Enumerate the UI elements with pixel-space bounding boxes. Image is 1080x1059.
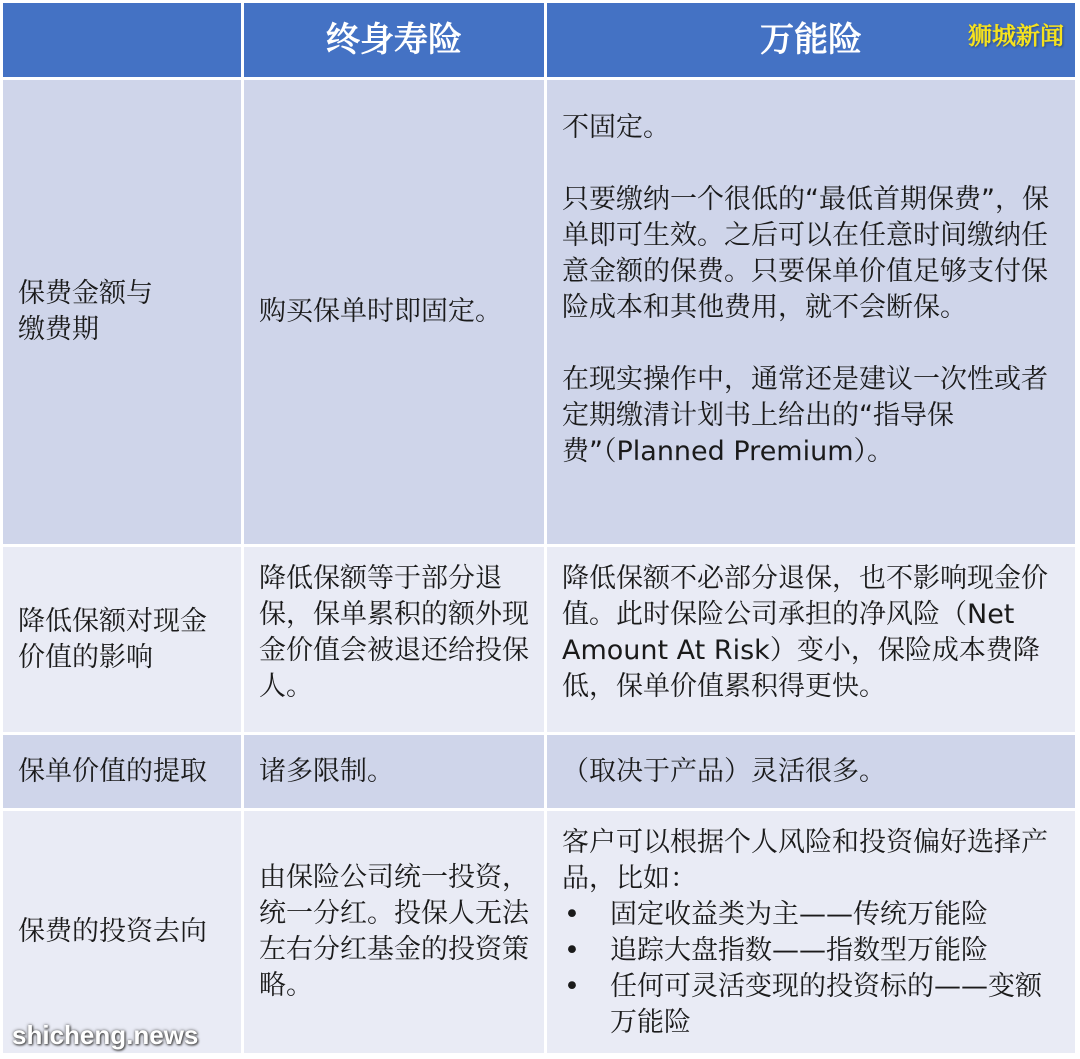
table-row: [3, 735, 1075, 811]
whole-life-cell: 诸多限制。: [244, 735, 547, 811]
list-item: • 追踪大盘指数——指数型万能险: [562, 933, 1063, 969]
universal-life-cell: [547, 80, 1075, 547]
header-row: [3, 3, 1075, 80]
whole-life-cell: 购买保单时即固定。: [244, 80, 547, 547]
comparison-table: [3, 3, 1075, 1056]
watermark-logo-text: 狮城新闻: [968, 22, 1064, 50]
header-empty-cell: [3, 3, 244, 80]
row-label: 保费的投资去向: [3, 811, 244, 1056]
list-item: • 任何可灵活变现的投资标的——变额万能险: [562, 969, 1063, 1041]
paragraph: 在现实操作中，通常还是建议一次性或者定期缴清计划书上给出的“指导保费”（Planned Premium）。: [562, 364, 1048, 467]
row-label: 保费金额与缴费期: [3, 80, 244, 547]
bullet-list: [562, 897, 1063, 1041]
whole-life-cell: 降低保额等于部分退保，保单累积的额外现金价值会被退还给投保人。: [244, 547, 547, 735]
watermark-site-url: shicheng.news: [12, 1020, 199, 1050]
paragraph: 只要缴纳一个很低的“最低首期保费”，保单即可生效。之后可以在任意时间缴纳任意金额的保费。只要保单价值足够支付保险成本和其他费用，就不会断保。: [562, 184, 1049, 323]
universal-life-cell: 客户可以根据个人风险和投资偏好选择产品，比如： • 固定收益类为主——传统万能险 • 追踪大盘指数——指数型万能险 • 任何可灵活变现的投资标的——变额万能险: [547, 811, 1075, 1056]
header-whole-life: 终身寿险: [244, 3, 547, 80]
header-universal-life: 万能险: [547, 3, 1075, 80]
row-label: 保单价值的提取: [3, 735, 244, 811]
universal-life-cell: （取决于产品）灵活很多。: [547, 735, 1075, 811]
universal-life-cell: 降低保额不必部分退保，也不影响现金价值。此时保险公司承担的净风险（Net Amount At Risk）变小，保险成本费降低，保单价值累积得更快。: [547, 547, 1075, 735]
table-row: [3, 80, 1075, 547]
whole-life-cell: 由保险公司统一投资，统一分红。投保人无法左右分红基金的投资策略。: [244, 811, 547, 1056]
row-label: 降低保额对现金价值的影响: [3, 547, 244, 735]
list-item: • 固定收益类为主——传统万能险: [562, 897, 1063, 933]
table-row: [3, 547, 1075, 735]
paragraph: 不固定。: [562, 112, 670, 143]
